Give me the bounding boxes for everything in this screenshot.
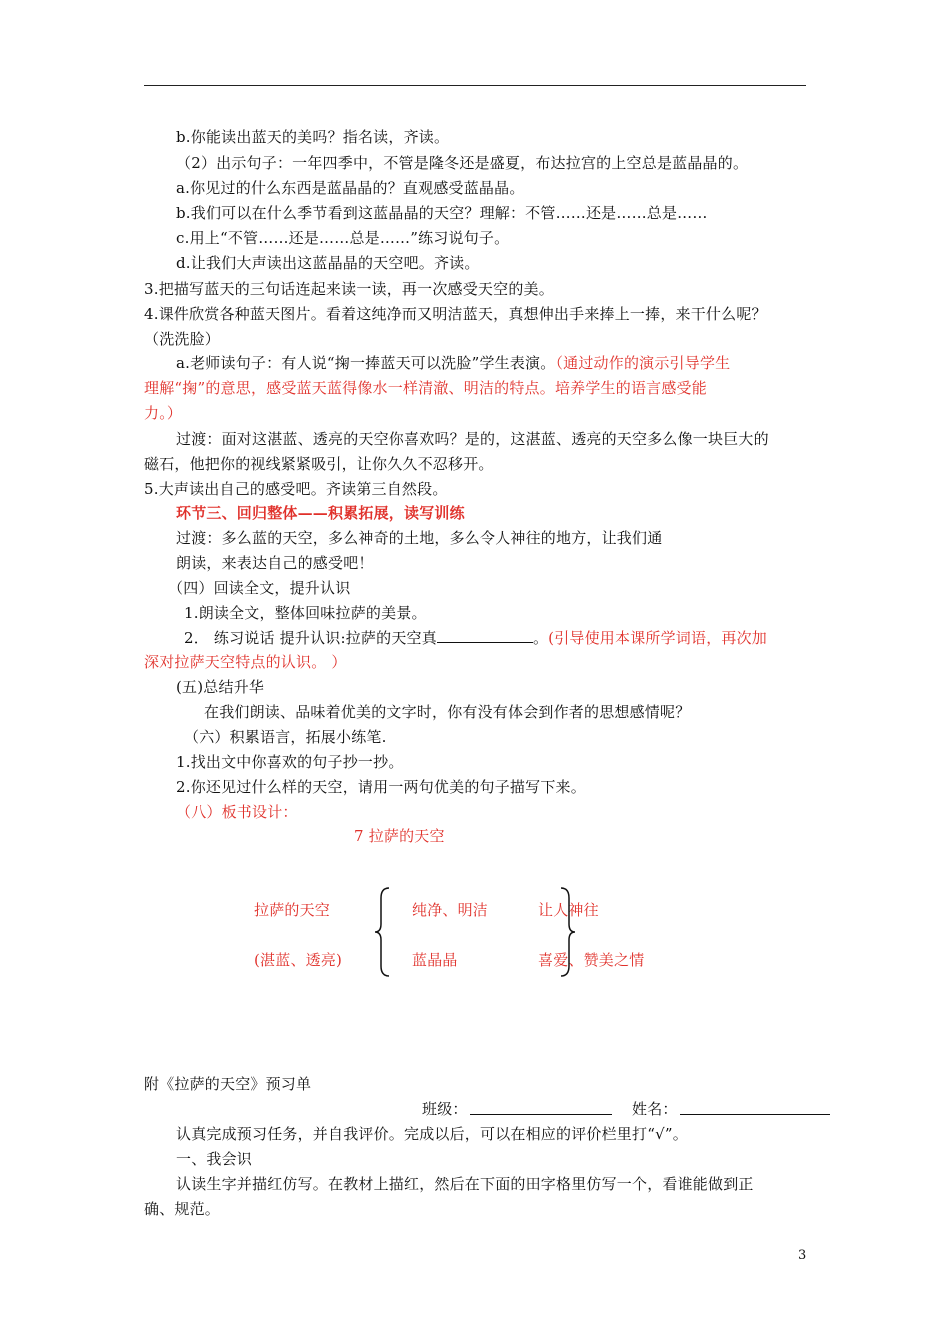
page-number: 3 — [798, 1248, 807, 1263]
left-brace — [374, 886, 394, 978]
board-title: 7 拉萨的天空 — [354, 827, 445, 845]
board-left-1: 拉萨的天空 — [254, 901, 331, 919]
board-left-2: (湛蓝、透亮) — [254, 951, 343, 969]
board-right-2: 喜爱、赞美之情 — [538, 951, 645, 969]
fill-blank — [437, 628, 533, 643]
text-line: 一、我会识 — [176, 1150, 253, 1168]
text-line: （四）回读全文，提升认识 — [168, 579, 351, 597]
text-line: （2）出示句子：一年四季中，不管是隆冬还是盛夏，布达拉宫的上空总是蓝晶晶的。 — [176, 154, 749, 172]
text-line: 在我们朗读、品味着优美的文字时，你有没有体会到作者的思想感情呢？ — [204, 703, 691, 721]
text-line: 确、规范。 — [144, 1200, 221, 1218]
board-mid-1: 纯净、明洁 — [412, 901, 489, 919]
text-line: 4.课件欣赏各种蓝天图片。看着这纯净而又明洁蓝天，真想伸出手来捧上一捧，来干什么呢？ — [144, 305, 767, 323]
text-line: 2.你还见过什么样的天空，请用一两句优美的句子描写下来。 — [176, 778, 586, 796]
text-line: （八）板书设计： — [176, 803, 298, 821]
text-run: 2． 练习说话 提升认识:拉萨的天空真 — [184, 629, 437, 647]
text-line: （六）积累语言，拓展小练笔. — [184, 728, 387, 746]
annotation-red: 理解“掬”的意思，感受蓝天蓝得像水一样清澈、明洁的特点。培养学生的语言感受能 — [144, 379, 707, 397]
annotation-red: 深对拉萨天空特点的认识。 ） — [144, 653, 347, 671]
annotation-red: 力。） — [144, 404, 183, 422]
class-blank — [470, 1114, 612, 1115]
text-run: a.老师读句子：有人说“掬一捧蓝天可以洗脸”学生表演。 — [176, 354, 556, 372]
text-line: 过渡：面对这湛蓝、透亮的天空你喜欢吗？是的，这湛蓝、透亮的天空多么像一块巨大的 — [176, 430, 769, 448]
annotation-red: (引导使用本课所学词语，再次加 — [548, 629, 767, 647]
text-line: 1.找出文中你喜欢的句子抄一抄。 — [176, 753, 404, 771]
right-brace — [558, 886, 578, 978]
text-line: c.用上“不管……还是……总是……”练习说句子。 — [176, 229, 510, 247]
text-line: 磁石，他把你的视线紧紧吸引，让你久久不忍移开。 — [144, 455, 494, 473]
header-rule — [144, 85, 806, 86]
text-line — [184, 628, 767, 648]
text-line: 认真完成预习任务，并自我评价。完成以后，可以在相应的评价栏里打“√”。 — [176, 1125, 688, 1143]
text-line: 3.把描写蓝天的三句话连起来读一读，再一次感受天空的美。 — [144, 280, 554, 298]
text-line: （洗洗脸） — [144, 330, 221, 348]
board-right-1: 让人神往 — [538, 901, 599, 919]
class-label: 班级： — [422, 1100, 468, 1118]
text-line: b.我们可以在什么季节看到这蓝晶晶的天空？理解：不管……还是……总是…… — [176, 204, 708, 222]
text-line: b.你能读出蓝天的美吗？指名读，齐读。 — [176, 128, 450, 146]
text-line: 朗读，来表达自己的感受吧！ — [176, 554, 374, 572]
text-line: d.让我们大声读出这蓝晶晶的天空吧。齐读。 — [176, 254, 480, 272]
name-label: 姓名： — [632, 1100, 678, 1118]
text-line: 1.朗读全文，整体回味拉萨的美景。 — [184, 604, 427, 622]
section-heading: 环节三、回归整体——积累拓展，读写训练 — [176, 504, 465, 522]
appendix-title: 附《拉萨的天空》预习单 — [144, 1075, 312, 1093]
name-blank — [680, 1114, 830, 1115]
text-line: 过渡：多么蓝的天空，多么神奇的土地，多么令人神往的地方，让我们通 — [176, 529, 663, 547]
board-mid-2: 蓝晶晶 — [412, 951, 458, 969]
text-line — [176, 353, 730, 373]
annotation-red: （通过动作的演示引导学生 — [555, 354, 731, 372]
text-line: a.你见过的什么东西是蓝晶晶的？直观感受蓝晶晶。 — [176, 179, 525, 197]
text-line: 5.大声读出自己的感受吧。齐读第三自然段。 — [144, 480, 448, 498]
text-run: 。 — [532, 629, 549, 647]
text-line: 认读生字并描红仿写。在教材上描红，然后在下面的田字格里仿写一个，看谁能做到正 — [176, 1175, 754, 1193]
text-line: (五)总结升华 — [176, 678, 265, 696]
